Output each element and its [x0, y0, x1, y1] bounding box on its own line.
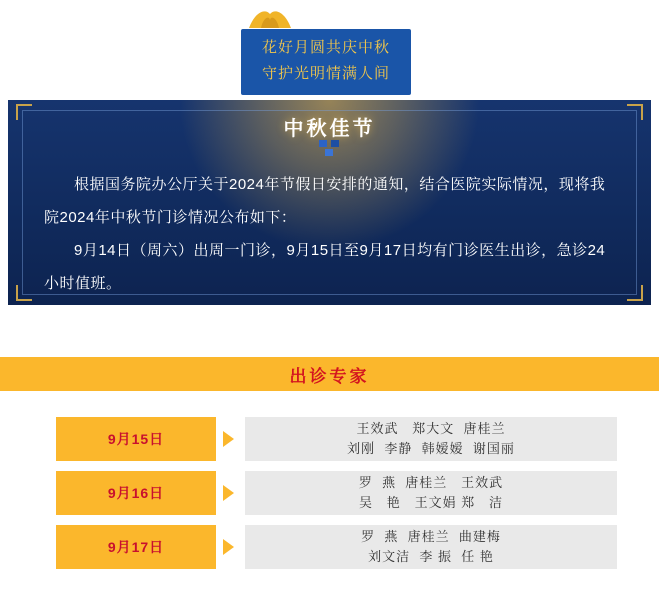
section-heading-label: 出诊专家 — [289, 366, 370, 386]
arrow-right-icon — [223, 539, 234, 555]
notice-paragraph-1: 根据国务院办公厅关于2024年节假日安排的通知，结合医院实际情况，现将我院2024年中秋节门诊情况公布如下： — [44, 176, 606, 226]
arrow-right-icon — [223, 431, 234, 447]
schedule-list — [0, 417, 659, 569]
schedule-row — [0, 417, 659, 461]
moon-icon — [247, 8, 293, 30]
notice-paragraph-2: 9月14日（周六）出周一门诊，9月15日至9月17日均有门诊医生出诊，急诊24小时值班。 — [44, 242, 606, 292]
schedule-date-chip: 9月16日 — [56, 471, 216, 515]
notice-card — [8, 100, 651, 305]
schedule-row — [0, 471, 659, 515]
arrow-right-icon — [223, 485, 234, 501]
doctor-names-line-1: 王效武 郑大文 唐桂兰 — [356, 421, 506, 436]
corner-ornament-bottom-left — [16, 285, 32, 301]
doctor-names-line-1: 罗 燕 唐桂兰 王效武 — [358, 475, 504, 490]
notice-body — [44, 168, 615, 300]
slogan-box — [241, 29, 411, 95]
schedule-row — [0, 525, 659, 569]
doctor-names-line-1: 罗 燕 唐桂兰 曲建梅 — [361, 529, 501, 544]
schedule-doctor-names — [245, 471, 617, 515]
schedule-date-chip: 9月17日 — [56, 525, 216, 569]
section-heading — [0, 357, 659, 391]
doctor-names-line-2: 吴 艳 王文娟 郑 洁 — [358, 495, 504, 510]
doctor-names-line-2: 刘刚 李静 韩嫒嫒 谢国丽 — [347, 441, 515, 456]
slogan-line-2: 守护光明情满人间 — [261, 65, 390, 82]
slogan-line-1: 花好月圆共庆中秋 — [261, 39, 390, 56]
festival-title: 中秋佳节 — [283, 118, 376, 140]
corner-ornament-bottom-right — [627, 285, 643, 301]
decorative-squares-icon — [319, 140, 341, 156]
top-banner — [0, 0, 659, 100]
schedule-doctor-names — [245, 525, 617, 569]
doctor-names-line-2: 刘文洁 李 振 任 艳 — [368, 549, 494, 564]
schedule-date-chip: 9月15日 — [56, 417, 216, 461]
schedule-doctor-names — [245, 417, 617, 461]
